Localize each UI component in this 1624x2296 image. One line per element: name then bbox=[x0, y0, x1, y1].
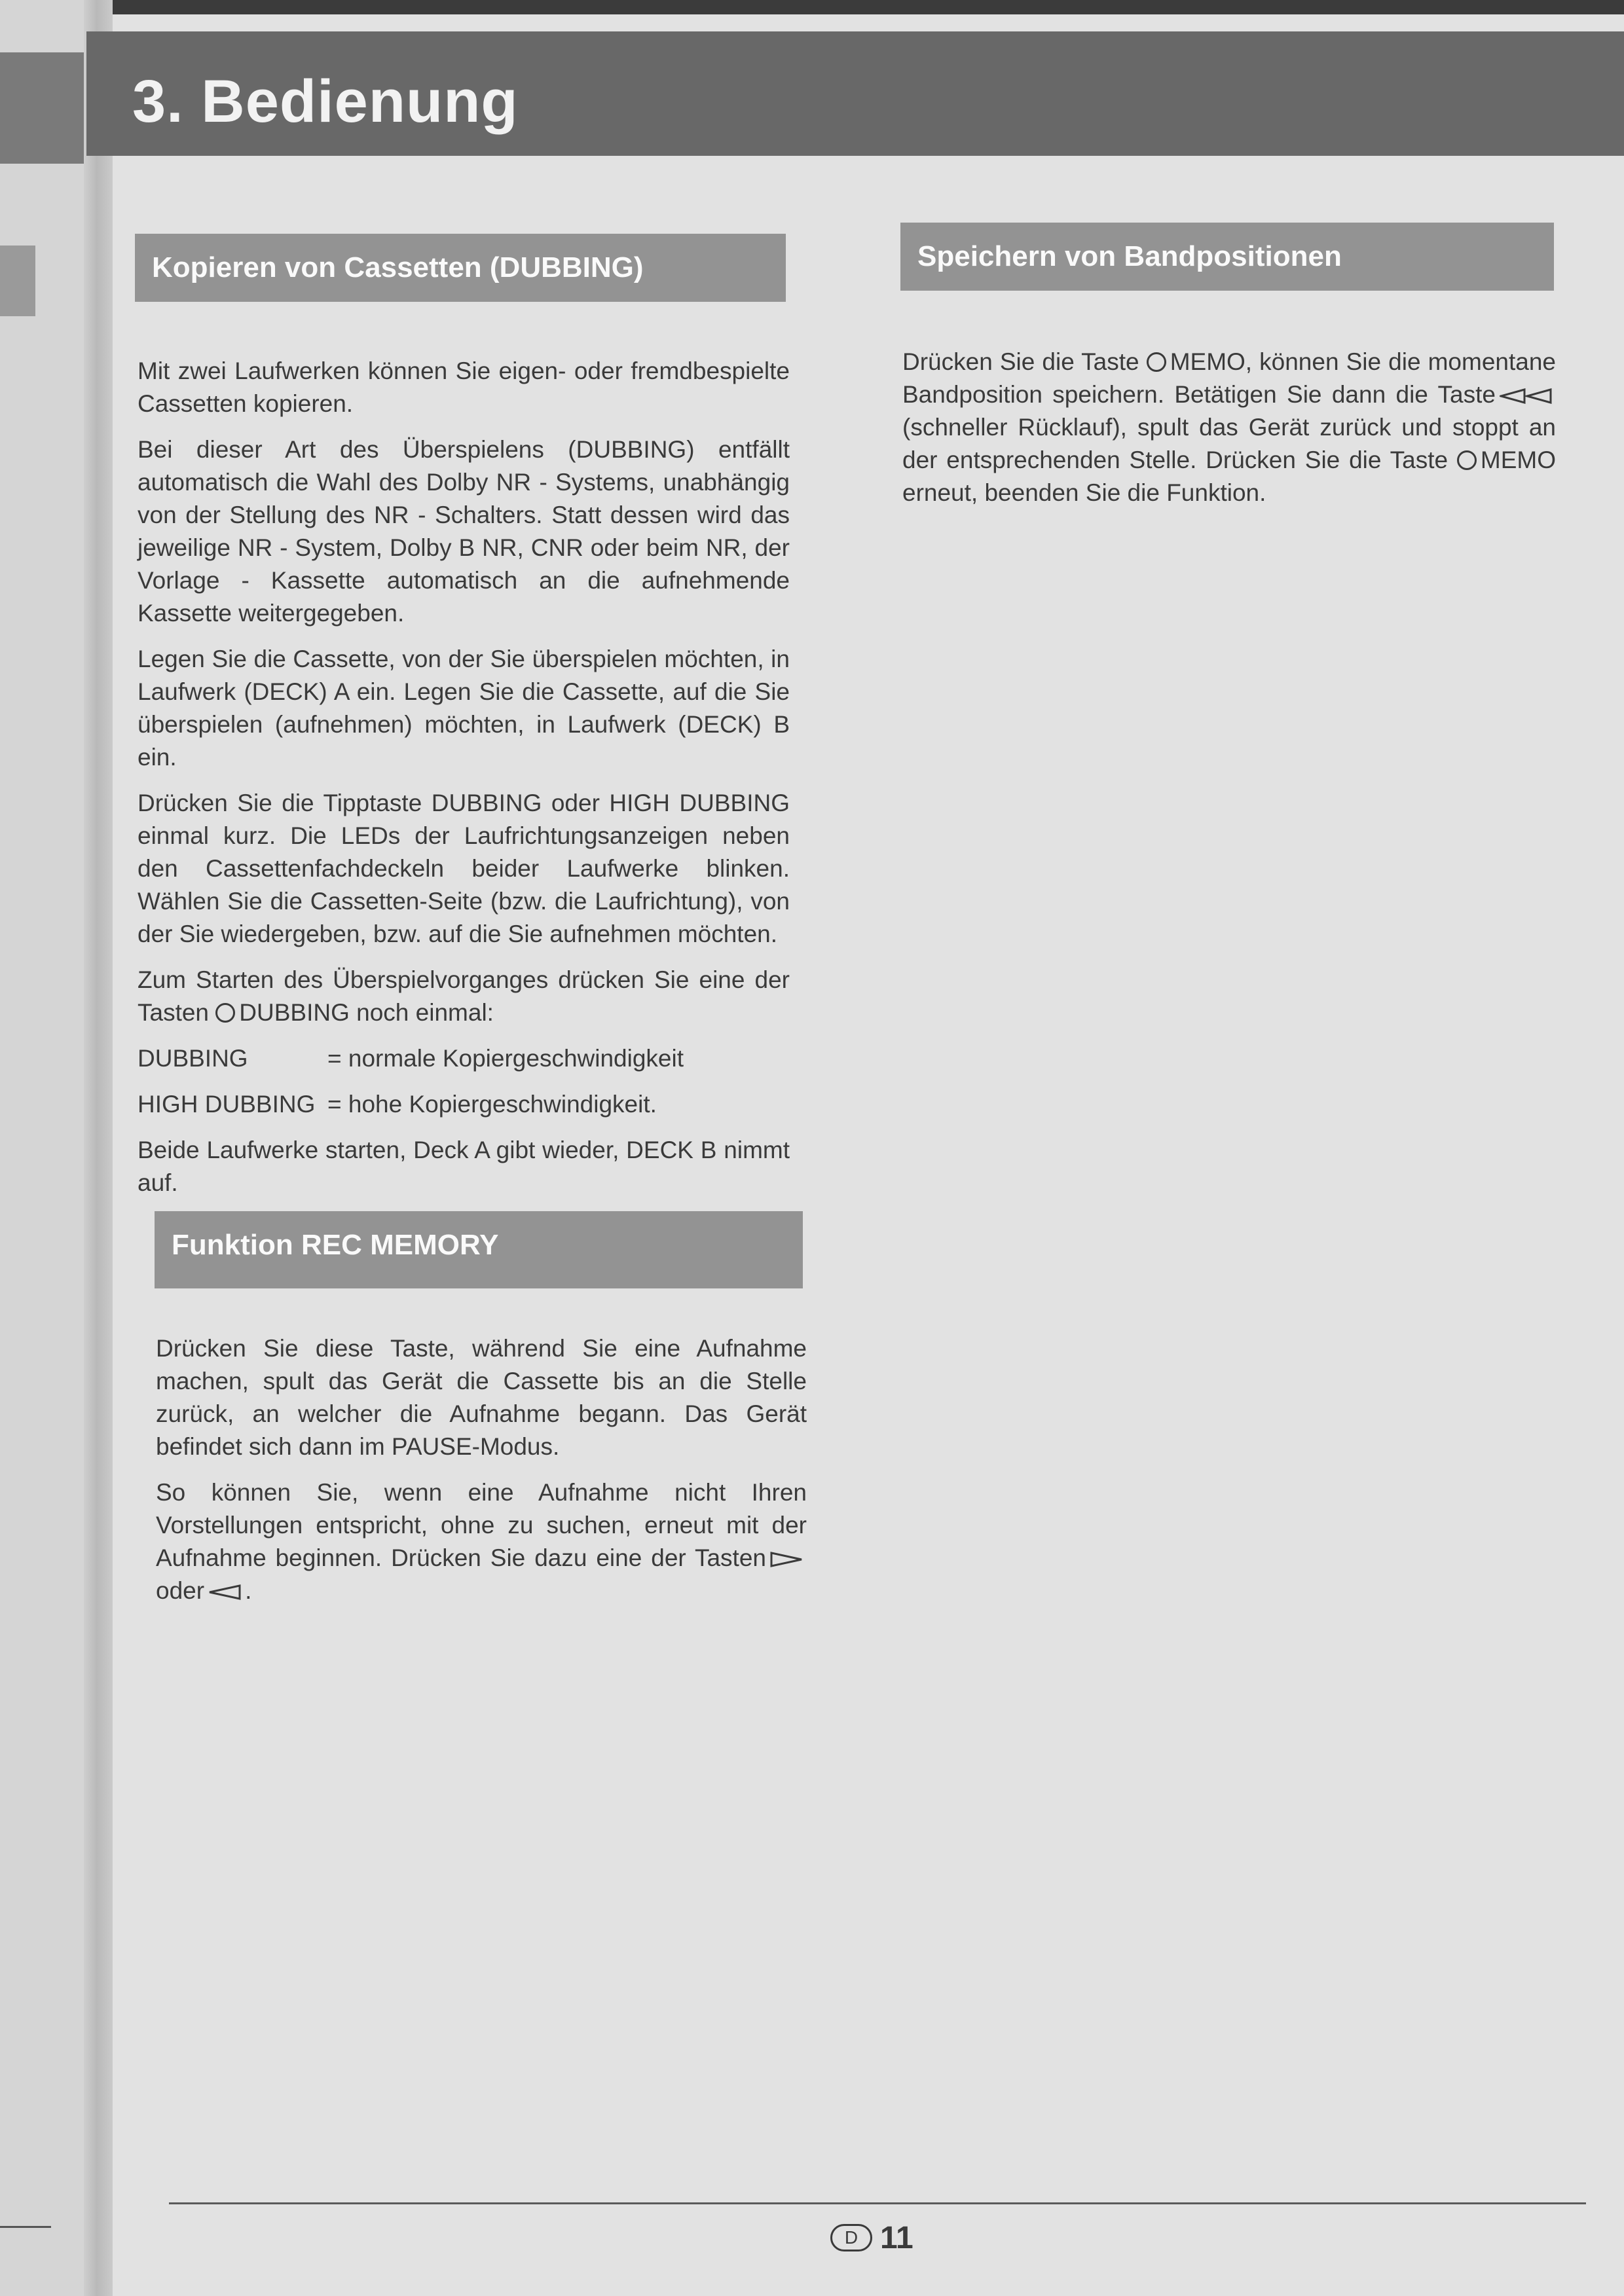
dubbing-section bbox=[138, 355, 790, 1212]
chapter-title: 3. Bedienung bbox=[132, 68, 519, 135]
memo-section bbox=[902, 346, 1556, 522]
dubbing-paragraph: Mit zwei Laufwerken können Sie eigen- oder fremdbespielte Cassetten kopieren. bbox=[138, 357, 790, 417]
rec-memory-section bbox=[156, 1332, 807, 1620]
memo-paragraph bbox=[902, 346, 1556, 509]
memo-text: (schneller Rücklauf), spult das Gerät zurück und stoppt an der entsprechenden Stelle. Drücken Sie die Taste bbox=[902, 414, 1556, 473]
dubbing-paragraph: Legen Sie die Cassette, von der Sie überspielen möchten, in Laufwerk (DECK) A ein. Legen Sie die Cassette, auf die Sie überspielen (aufnehmen) möchten, in Laufwerk (DECK) B ein. bbox=[138, 646, 790, 771]
page-top-edge bbox=[0, 0, 1624, 14]
page-number-value: 11 bbox=[880, 2220, 913, 2255]
play-forward-icon bbox=[770, 1550, 803, 1569]
speed-key: DUBBING bbox=[138, 1045, 248, 1072]
rewind-icon bbox=[1500, 387, 1552, 405]
footer-rule bbox=[169, 2202, 1586, 2204]
memo-text: Drücken Sie die Taste bbox=[902, 348, 1139, 375]
dubbing-paragraph: Beide Laufwerke starten, Deck A gibt wieder, DECK B nimmt auf. bbox=[138, 1137, 790, 1196]
speed-value: = normale Kopiergeschwindigkeit bbox=[327, 1045, 684, 1072]
facing-page-heading-box bbox=[0, 246, 35, 316]
language-mark: D bbox=[830, 2224, 872, 2251]
memo-text: MEMO erneut, beenden Sie die Funktion. bbox=[902, 446, 1557, 506]
rec-memory-heading: Funktion REC MEMORY bbox=[155, 1211, 803, 1288]
page-number bbox=[830, 2218, 913, 2257]
rec-memory-paragraph bbox=[156, 1476, 807, 1607]
speed-value: = hohe Kopiergeschwindigkeit. bbox=[327, 1091, 657, 1118]
chapter-banner bbox=[86, 31, 1624, 156]
speed-key: HIGH DUBBING bbox=[138, 1091, 316, 1118]
dubbing-start-text: Zum Starten des Überspielvorganges drücken Sie eine der Tasten bbox=[138, 966, 790, 1026]
circle-button-icon bbox=[1147, 352, 1166, 372]
dubbing-start-paragraph bbox=[138, 964, 790, 1029]
rec-memory-text: So können Sie, wenn eine Aufnahme nicht Ihren Vorstellungen entspricht, ohne zu suchen, erneut mit der Aufnahme beginnen. Drücken Sie dazu eine der Tasten bbox=[156, 1479, 807, 1571]
play-reverse-icon bbox=[208, 1583, 241, 1601]
rec-memory-paragraph: Drücken Sie diese Taste, während Sie eine Aufnahme machen, spult das Gerät die Cassette bis an die Stelle zurück, an welcher die Aufnahme begann. Das Gerät befindet sich dann im PAUSE-Modus. bbox=[156, 1335, 807, 1460]
facing-page-banner bbox=[0, 52, 85, 164]
dubbing-paragraph: Drücken Sie die Tipptaste DUBBING oder HIGH DUBBING einmal kurz. Die LEDs der Laufrichtungsanzeigen neben den Cassettenfachdeckeln beider Laufwerke blinken. Wählen Sie die Cassetten-Seite (bzw. die Laufrichtung), von der Sie wiedergeben, bzw. auf die Sie aufnehmen möchten. bbox=[138, 790, 790, 947]
circle-button-icon bbox=[215, 1003, 235, 1023]
speed-row bbox=[138, 1042, 790, 1075]
book-gutter bbox=[84, 0, 113, 2296]
dubbing-paragraph: Bei dieser Art des Überspielens (DUBBING) entfällt automatisch die Wahl des Dolby NR - Systems, unabhängig von der Stellung des NR - Schalters. Statt dessen wird das jeweilige NR - System, Dolby B NR, CNR oder beim NR, der Vorlage - Kassette automatisch an die aufnehmende Kassette weitergegeben. bbox=[138, 436, 790, 627]
dubbing-start-text-end: DUBBING noch einmal: bbox=[239, 999, 494, 1026]
rec-memory-or: oder bbox=[156, 1577, 205, 1604]
memo-text: MEMO, können Sie die momentane Bandposition speichern. Betätigen Sie dann die Taste bbox=[902, 348, 1557, 408]
speed-row bbox=[138, 1088, 790, 1121]
circle-button-icon bbox=[1457, 450, 1477, 470]
memo-heading: Speichern von Bandpositionen bbox=[900, 223, 1554, 291]
rec-memory-end: . bbox=[245, 1577, 252, 1604]
dubbing-heading: Kopieren von Cassetten (DUBBING) bbox=[135, 234, 786, 302]
facing-page-footer-rule bbox=[0, 2226, 51, 2228]
